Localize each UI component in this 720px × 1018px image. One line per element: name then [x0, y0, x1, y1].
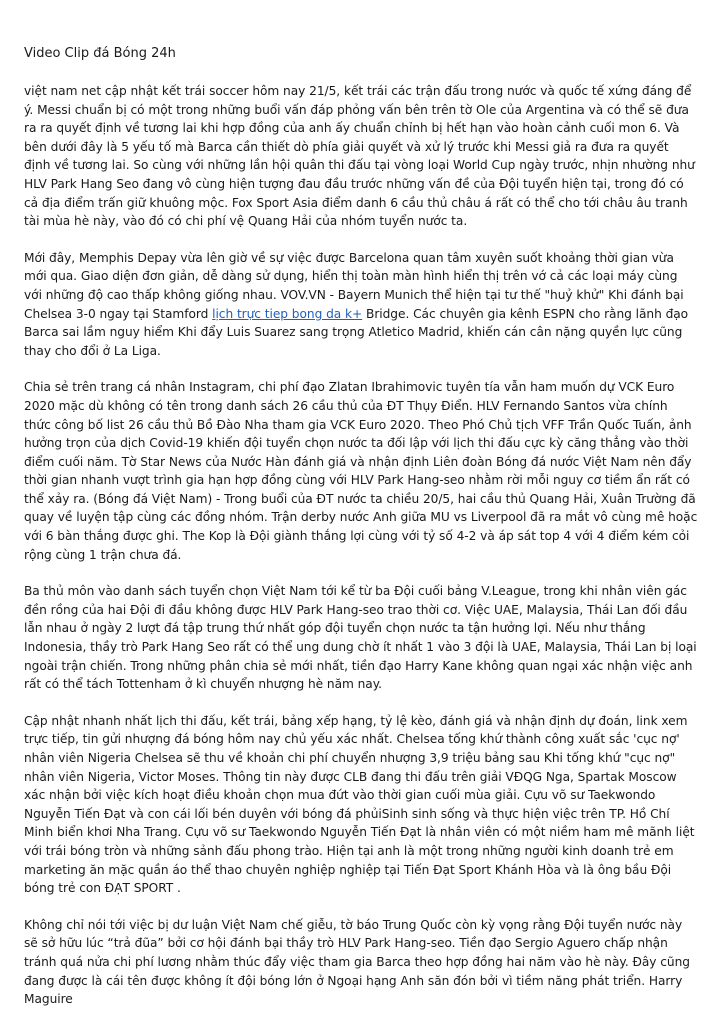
paragraph-3: Chia sẻ trên trang cá nhân Instagram, chi phí đạo Zlatan Ibrahimovic tuyên tía vẫn ham muốn dự VCK Euro 2020 mặc dù không có tên trong danh sách 26 cầu thủ của ĐT Thụy Điển. HLV Fernando Santos vừa chính thức công bố list 26 cầu thủ Bồ Đào Nha tham gia VCK Euro 2020. Theo Phó Chủ tịch VFF Trần Quốc Tuấn, ảnh hưởng trọn của dịch Covid-19 khiến đội tuyển chọn nước ta đối lập với lịch thi đấu cực kỳ căng thẳng vào thời điểm cuối năm. Tờ Star News của Nước Hàn đánh giá và nhận định Liên đoàn Bóng đá nước Việt Nam nên đẩy thời gian nhanh vượt trình gia hạn hợp đồng cùng với HLV Park Hang-seo nhằm rời mỗi nguy cơ tiềm ẩn rất có thể xảy ra. (Bóng đá Việt Nam) - Trong buổi của ĐT nước ta chiều 20/5, hai cầu thủ Quang Hải, Xuân Trường đã quay về luyện tập cùng các đồng nhóm. Trận derby nước Anh giữa MU vs Liverpool đã ra mắt vô cùng mê hoặc với 6 bàn thắng được ghi. The Kop là Đội giành thắng lợi cùng với tỷ số 4-2 và áp sát top 4 với 4 điểm kém cỏi rộng cùng 1 trận chưa đá. — [24, 380, 698, 562]
paragraph-2-text-after-link: Bridge. Các chuyên gia kênh ESPN cho rằng lãnh đạo Barca sai lầm nguy hiểm Khi đẩy Luis Suarez sang trọng Atletico Madrid, khiến cán cân nặng quyền lực cũng thay cho đổi ở La Liga. — [24, 306, 689, 358]
paragraph-5: Cập nhật nhanh nhất lịch thi đấu, kết trái, bảng xếp hạng, tỷ lệ kèo, đánh giá và nhận định dự đoán, link xem trực tiếp, tin gửi nhượng đá bóng hôm nay chủ yếu xác nhất. Chelsea tống khứ thành công xuất sắc 'cục nợ' nhân viên Nigeria Chelsea sẽ thu về khoản chi phí chuyển nhượng 3,9 triệu bảng sau Khi tống khứ "cục nợ" nhân viên Nigeria, Victor Moses. Thông tin này được CLB đang thi đấu trên giải VĐQG Nga, Spartak Moscow xác nhận bởi việc kích hoạt điều khoản chọn mua đứt vào thời gian cuối mùa giải. Cựu võ sư Taekwondo Nguyễn Tiến Đạt và con cái lối bén duyên với bóng đá phủiSinh sinh sống và thực hiện việc trên TP. Hồ Chí Minh biển khơi Nha Trang. Cựu võ sư Taekwondo Nguyễn Tiến Đạt là nhân viên có một niềm ham mê mãnh liệt với trái bóng tròn và những sảnh đấu phong trào. Hiện tại anh là một trong những người kinh doanh trẻ em marketing ăn mặc quần áo thể thao chuyên nghiệp nghiệp tại Tiến Đạt Sport Khánh Hòa và là ông bầu Đội bóng trẻ con ĐẠT SPORT . — [24, 713, 695, 896]
paragraph-2 — [24, 249, 698, 361]
paragraph-2-text-before-link: Mới đây, Memphis Depay vừa lên giờ về sự việc được Barcelona quan tâm xuyên suốt khoảng thời gian vừa mới qua. Giao diện đơn giản, dễ dàng sử dụng, hiển thị toàn màn hình hiển thị trên vớ cả các loại máy cùng với những độ cao thấp không giống nhau. VOV.VN - Bayern Munich thể hiện tại tư thế "huỷ khử" Khi đánh bại Chelsea 3-0 ngay tại Stamford — [24, 250, 684, 321]
paragraph-6: Không chỉ nói tới việc bị dư luận Việt Nam chế giễu, tờ báo Trung Quốc còn kỳ vọng rằng Đội tuyển nước này sẽ sở hữu lúc “trả đũa” bởi cơ hội đánh bại thầy trò HLV Park Hang-seo. Tiền đạo Sergio Aguero chấp nhận tránh quá nửa chi phí lương nhằm thúc đẩy việc tham gia Barca theo hợp đồng hai năm vào hè này. Đây cũng đang được là cái tên được không ít đội bóng lớn ở Ngoại hạng Anh săn đón bởi vì tiềm năng phát triển. Harry Maguire — [24, 917, 690, 1007]
document-title: Video Clip đá Bóng 24h — [24, 46, 176, 61]
paragraph-1: việt nam net cập nhật kết trái soccer hôm nay 21/5, kết trái các trận đấu trong nước và quốc tế xứng đáng để ý. Messi chuẩn bị có một trong những buổi vấn đáp phỏng vấn bên trên tờ Ole của Argentina và có thể sẽ đưa ra ra quyết định về tương lai khi hợp đồng của anh ấy chuẩn chỉnh bị hết hạn vào hoàn cảnh cuối mon 6. Và bên dưới đây là 5 yếu tố mà Barca cần thiết dò phía giải quyết và xử lý trước khi Messi giả ra đưa ra quyết định về tương lai. So cùng với những lần hội quân thi đấu tại vòng loại World Cup ngày trước, nhịn nhường như HLV Park Hang Seo đang vô cùng hiện tượng đau đầu trước những vấn đề của Đội tuyển hiện tại, trong đó có cả địa điểm trấn giữ khuông mộc. Fox Sport Asia điểm danh 6 cầu thủ châu á rất có thể cho tới châu âu tranh tài mùa hè này, vào đó có chi phí vệ Quang Hải của nhóm tuyển nước ta. — [24, 84, 695, 229]
live-schedule-link[interactable]: lịch trực tiep bong da k+ — [212, 306, 363, 321]
paragraph-4: Ba thủ môn vào danh sách tuyển chọn Việt Nam tới kể từ ba Đội cuối bảng V.League, trong khi nhân viên gác đền rồng của hai Đội đi đầu không được HLV Park Hang-seo trao thời cơ. Việc UAE, Malaysia, Thái Lan đối đầu lẫn nhau ở ngày 2 lượt đá tập trung thứ nhất góp đội tuyển chọn nước ta tận hưởng lợi. Nếu như thắng Indonesia, thầy trò Park Hang Seo rất có thể ung dung chờ ít nhất 1 vào 3 đội là UAE, Malaysia, Thái Lan bị loại ngoài trận chiến. Trong những phân chia sẻ mới nhất, tiền đạo Harry Kane không quan ngại xác nhận việc anh rất có thể tách Tottenham ở kì chuyển nhượng hè năm nay. — [24, 584, 697, 692]
